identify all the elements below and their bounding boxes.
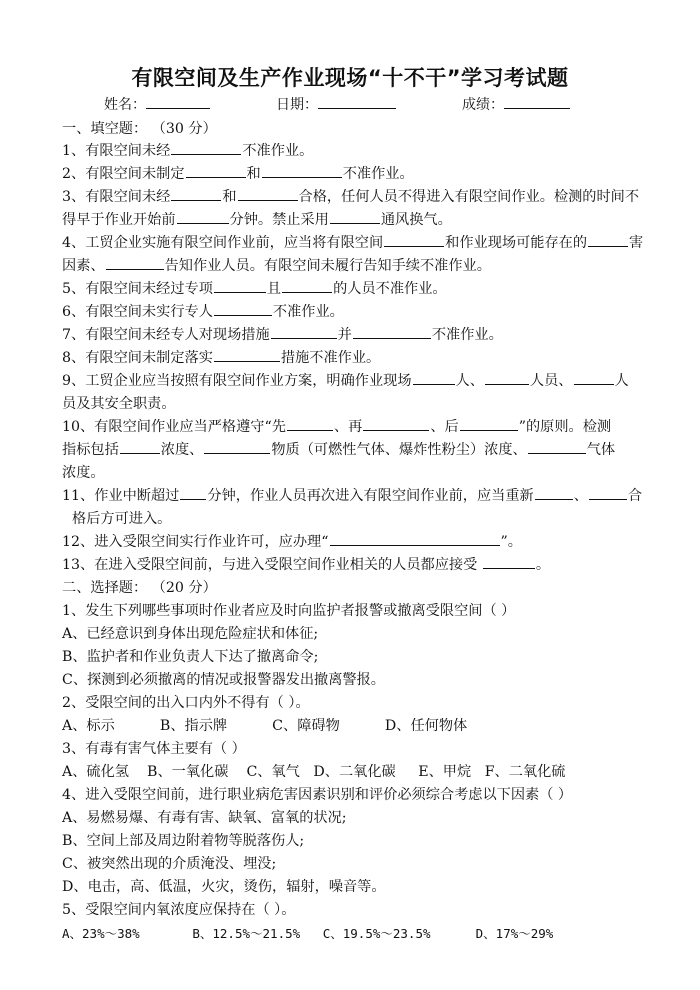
answer-blank[interactable] [214, 279, 266, 293]
choice-option[interactable]: A、已经意识到身体出现危险症状和体征; [62, 626, 319, 642]
answer-blank[interactable] [588, 233, 628, 247]
answer-blank[interactable] [460, 417, 518, 431]
fill-q3: 3、有限空间未经 和 合格，任何人员不得进入有限空间作业。检测的时间不 [62, 189, 640, 205]
answer-blank[interactable] [483, 555, 535, 569]
choice-q3: 3、有毒有害气体主要有（ ） [62, 741, 246, 757]
answer-blank[interactable] [363, 417, 429, 431]
answer-blank[interactable] [262, 164, 342, 178]
answer-blank[interactable] [287, 417, 333, 431]
answer-blank[interactable] [330, 210, 380, 224]
date-blank[interactable] [318, 94, 396, 109]
fill-q3-cont: 得早于作业开始前 分钟。禁止采用 通风换气。 [62, 212, 452, 228]
answer-blank[interactable] [535, 486, 573, 500]
answer-blank[interactable] [574, 371, 614, 385]
name-blank[interactable] [146, 94, 210, 109]
answer-blank[interactable] [271, 325, 337, 339]
choice-option[interactable]: B、空间上部及周边附着物等脱落伤人; [62, 833, 305, 849]
answer-blank[interactable] [528, 440, 586, 454]
choice-q5: 5、受限空间内氧浓度应保持在（ ）。 [62, 902, 296, 918]
fill-q10-cont2: 浓度。 [62, 465, 105, 481]
fill-q8: 8、有限空间未制定落实 措施不准作业。 [62, 350, 381, 366]
choice-options-row[interactable]: A、标示 B、指示牌 C、障碍物 D、任何物体 [62, 718, 468, 734]
answer-blank[interactable] [238, 187, 298, 201]
answer-blank[interactable] [180, 486, 206, 500]
answer-blank[interactable] [171, 141, 241, 155]
choice-q2: 2、受限空间的出入口内外不得有（ ）。 [62, 695, 310, 711]
date-label: 日期： [276, 97, 318, 113]
answer-blank[interactable] [171, 187, 221, 201]
choice-q4: 4、进入受限空间前，进行职业病危害因素识别和评价必须综合考虑以下因素（ ） [62, 787, 573, 803]
fill-q9-cont: 员及其安全职责。 [62, 396, 176, 412]
choice-options-row[interactable]: A、硫化氢 B、一氧化碳 C、氧气 D、二氧化碳 E、甲烷 F、二氧化硫 [62, 764, 566, 780]
answer-blank[interactable] [120, 440, 160, 454]
fill-q10-cont: 指标包括 浓度、 物质（可燃性气体、爆炸性粉尘）浓度、 气体 [62, 442, 616, 458]
section2-heading: 二、选择题： （20 分） [62, 580, 217, 596]
fill-q12: 12、进入受限空间实行作业许可，应办理“ ”。 [62, 534, 522, 550]
choice-option[interactable]: C、被突然出现的介质淹没、埋没; [62, 856, 277, 872]
answer-blank[interactable] [330, 532, 500, 546]
score-blank[interactable] [504, 94, 570, 109]
choice-option[interactable]: D、电击，高、低温，火灾，烫伤，辐射，噪音等。 [62, 879, 386, 895]
date-field[interactable] [276, 94, 396, 114]
answer-blank[interactable] [413, 371, 455, 385]
answer-blank[interactable] [177, 210, 229, 224]
choice-option[interactable]: C、探测到必须撤离的情况或报警器发出撤离警报。 [62, 672, 385, 688]
answer-blank[interactable] [214, 302, 272, 316]
fill-q2: 2、有限空间未制定 和 不准作业。 [62, 166, 414, 182]
fill-q11-cont: 格后方可进入。 [72, 511, 172, 527]
choice-q1: 1、发生下列哪些事项时作业者应及时向监护者报警或撤离受限空间（ ） [62, 603, 516, 619]
answer-blank[interactable] [353, 325, 431, 339]
score-label: 成绩： [462, 97, 504, 113]
answer-blank[interactable] [589, 486, 627, 500]
name-field[interactable] [104, 94, 210, 114]
section1-heading: 一、填空题： （30 分） [62, 121, 217, 137]
fill-q6: 6、有限空间未实行专人 不准作业。 [62, 304, 344, 320]
fill-q1: 1、有限空间未经 不准作业。 [62, 143, 314, 159]
answer-blank[interactable] [106, 256, 164, 270]
fill-q9: 9、工贸企业应当按照有限空间作业方案，明确作业现场 人、 人员、 人 [62, 373, 629, 389]
answer-blank[interactable] [384, 233, 444, 247]
fill-q5: 5、有限空间未经过专项 且 的人员不准作业。 [62, 281, 447, 297]
answer-blank[interactable] [214, 348, 280, 362]
fill-q11: 11、作业中断超过 分钟，作业人员再次进入有限空间作业前，应当重新 、 合 [62, 488, 643, 504]
fill-q13: 13、在进入受限空间前，与进入受限空间作业相关的人员都应接受 。 [62, 557, 551, 573]
fill-q10: 10、有限空间作业应当严格遵守“先 、再 、后 ”的原则。检测 [62, 419, 612, 435]
answer-blank[interactable] [282, 279, 332, 293]
name-label: 姓名： [104, 97, 146, 113]
fill-q4: 4、工贸企业实施有限空间作业前，应当将有限空间 和作业现场可能存在的 害 [62, 235, 644, 251]
choice-option[interactable]: A、易燃易爆、有毒有害、缺氧、富氧的状况; [62, 810, 347, 826]
score-field[interactable] [462, 94, 570, 114]
page-title: 有限空间及生产作业现场“十不干”学习考试题 [131, 66, 569, 90]
fill-q7: 7、有限空间未经专人对现场措施 并 不准作业。 [62, 327, 503, 343]
choice-option[interactable]: B、监护者和作业负责人下达了撤离命令; [62, 649, 319, 665]
choice-options-row[interactable]: A、23%～38% B、12.5%～21.5% C、19.5%～23.5% D、17%～29% [62, 926, 554, 941]
answer-blank[interactable] [485, 371, 529, 385]
fill-q4-cont: 因素、 告知作业人员。有限空间未履行告知手续不准作业。 [62, 258, 491, 274]
answer-blank[interactable] [204, 440, 270, 454]
answer-blank[interactable] [186, 164, 246, 178]
